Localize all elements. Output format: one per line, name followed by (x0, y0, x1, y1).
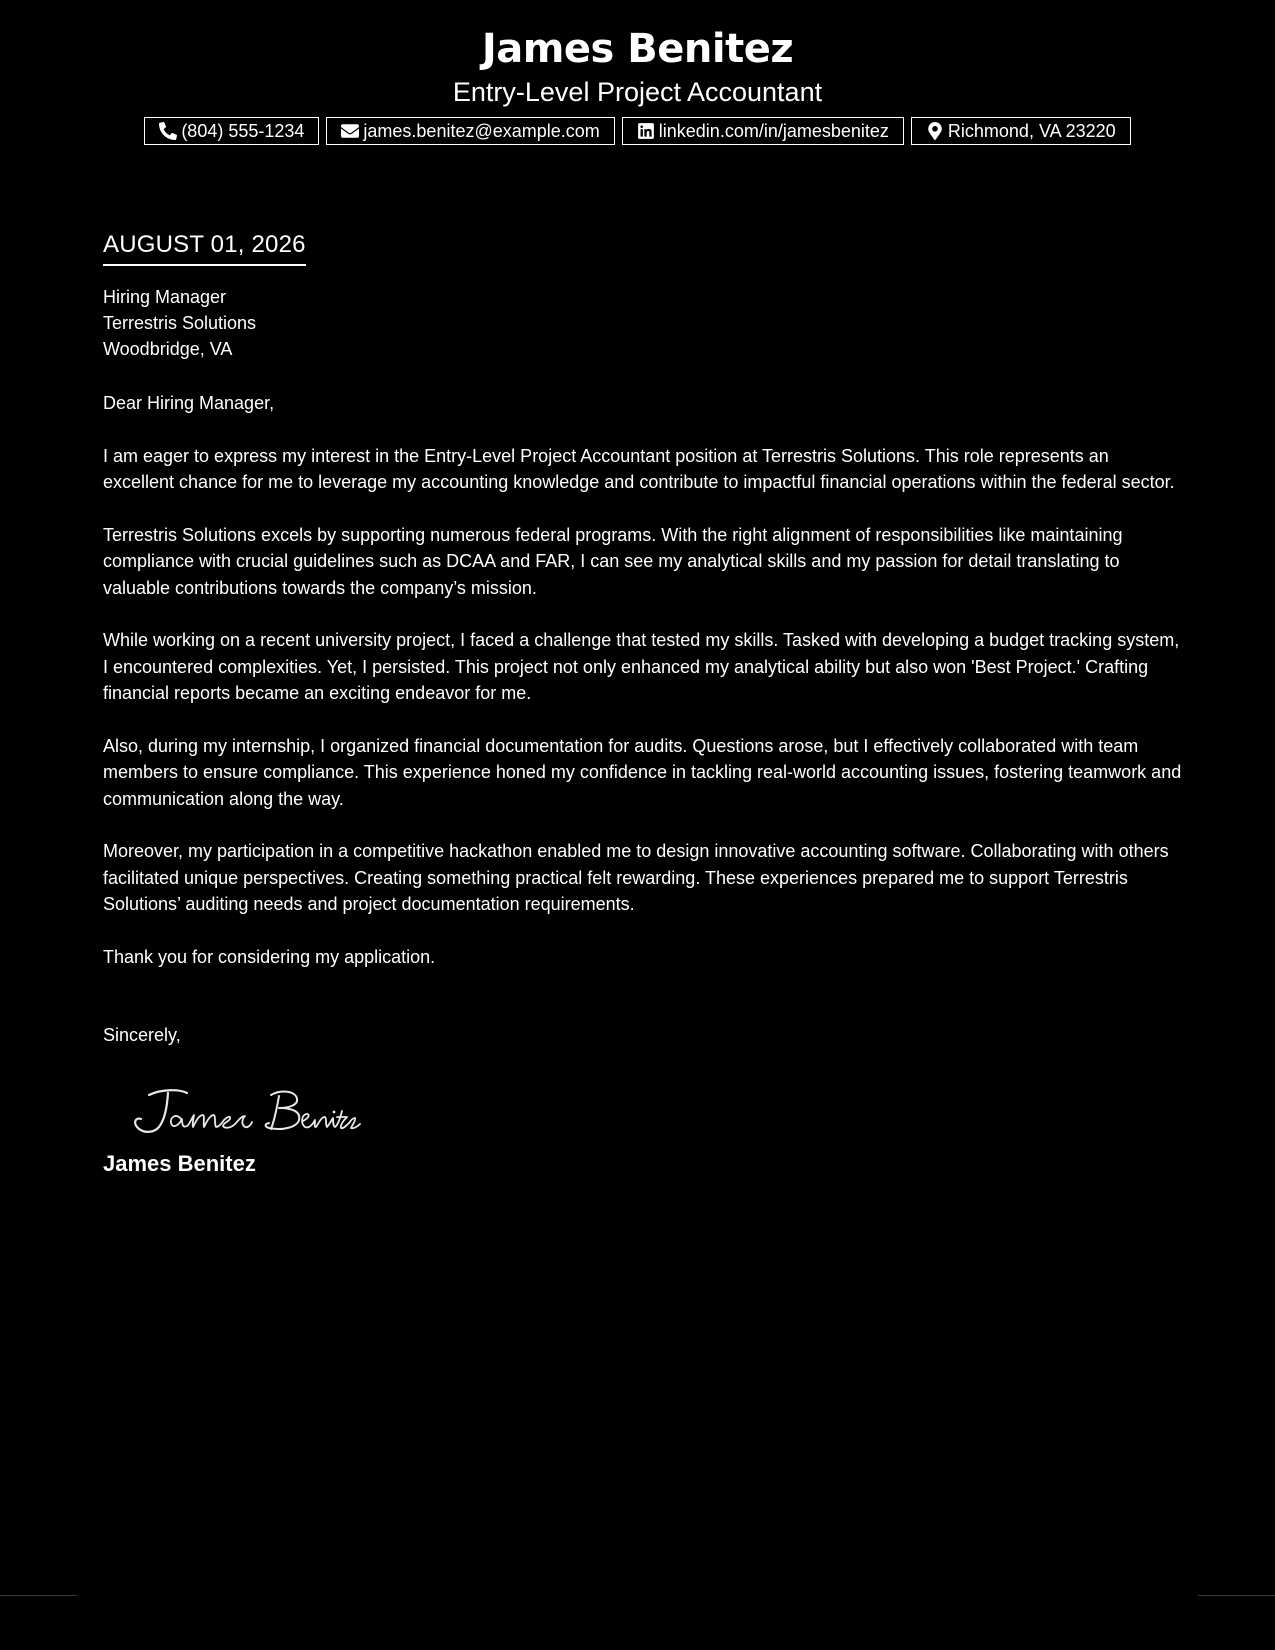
job-title: Entry-Level Project Accountant (452, 77, 823, 107)
recipient-block (103, 284, 1183, 362)
contact-phone[interactable] (144, 117, 319, 145)
body-paragraph: Moreover, my participation in a competitive hackathon enabled me to design innovative accounting software. Collaborating with others facilitated unique perspectives. Creating something practical felt rewarding. These experiences prepared me to support Terrestris Solutions’ auditing needs and project documentation requirements. (103, 841, 1169, 914)
letter-header (0, 0, 1275, 145)
footer-divider-left (0, 1595, 77, 1596)
signature-image (121, 1081, 1183, 1141)
linkedin-icon (637, 122, 655, 140)
body-paragraph: Terrestris Solutions excels by supporting numerous federal programs. With the right alignment of responsibilities like maintaining compliance with crucial guidelines such as DCAA and FAR, I can see my analytical skills and my passion for detail translating to valuable contributions towards the company’s mission. (103, 524, 1123, 598)
map-marker-icon (926, 122, 944, 140)
handwritten-signature (121, 1081, 361, 1141)
contact-bar (0, 117, 1275, 145)
recipient-line: Woodbridge, VA (103, 339, 233, 359)
contact-email[interactable] (326, 117, 614, 145)
body-paragraph: Thank you for considering my application. (103, 946, 436, 967)
phone-text: (804) 555-1234 (181, 121, 305, 141)
body-paragraph: Also, during my internship, I organized financial documentation for audits. Questions arose, but I effectively collaborated with team members to ensure compliance. This experience honed my confidence in tackling real-world accounting issues, fostering teamwork and communication along the way. (103, 735, 1182, 809)
closing: Sincerely, (103, 1025, 181, 1045)
recipient-line: Hiring Manager (103, 287, 227, 307)
phone-icon (159, 122, 177, 140)
body-paragraph: I am eager to express my interest in the Entry-Level Project Accountant position at Terrestris Solutions. This role represents an excellent chance for me to leverage my accounting knowledge and contribute to impactful financial operations within the federal sector. (103, 445, 1175, 492)
signer-name: James Benitez (103, 1150, 256, 1176)
letter-body (103, 228, 1183, 1179)
salutation: Dear Hiring Manager, (103, 393, 275, 413)
location-text: Richmond, VA 23220 (947, 121, 1116, 141)
email-text: james.benitez@example.com (363, 121, 600, 141)
letter-date: AUGUST 01, 2026 (103, 228, 306, 266)
footer-divider-right (1198, 1595, 1275, 1596)
applicant-name: James Benitez (481, 26, 794, 72)
contact-location[interactable] (911, 117, 1131, 145)
envelope-icon (341, 122, 359, 140)
recipient-line: Terrestris Solutions (103, 313, 257, 333)
linkedin-text: linkedin.com/in/jamesbenitez (658, 121, 889, 141)
contact-linkedin[interactable] (622, 117, 904, 145)
body-paragraph: While working on a recent university project, I faced a challenge that tested my skills. Tasked with developing a budget tracking system, I encountered complexities. Yet, I persisted. This project not only enhanced my analytical ability but also won 'Best Project.' Crafting financial reports became an exciting endeavor for me. (103, 630, 1180, 703)
